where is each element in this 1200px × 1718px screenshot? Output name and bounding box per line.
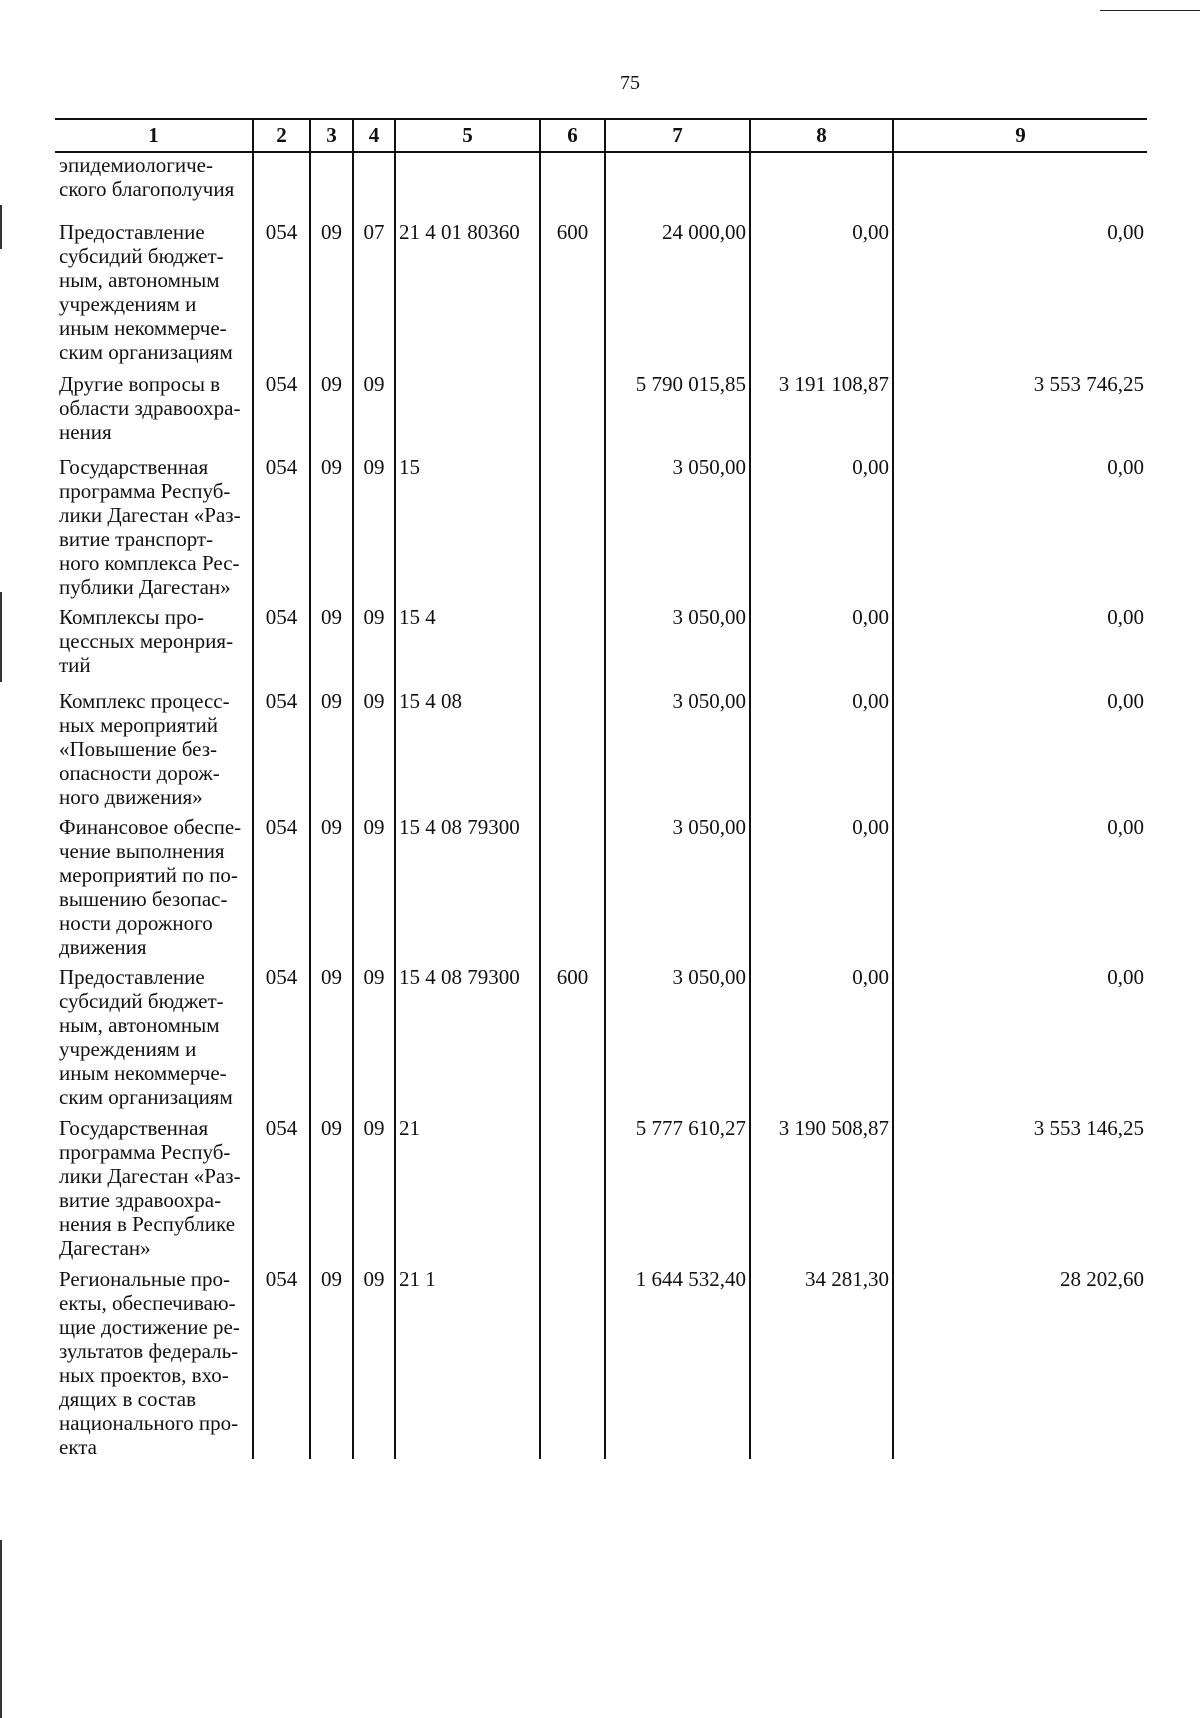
target-article-code: 21	[395, 1110, 540, 1261]
section-code: 09	[310, 449, 353, 599]
section-code: 09	[310, 599, 353, 683]
subsection-code: 09	[353, 683, 395, 809]
target-article-code: 21 4 01 80360	[395, 214, 540, 366]
grbs-code: 054	[253, 809, 310, 959]
grbs-code	[253, 152, 310, 214]
expense-type-code	[540, 449, 605, 599]
subsection-code: 09	[353, 809, 395, 959]
amount-year-1	[605, 152, 750, 214]
target-article-code: 15 4 08	[395, 683, 540, 809]
page-number: 75	[620, 72, 640, 94]
subsection-code: 07	[353, 214, 395, 366]
amount-year-1: 3 050,00	[605, 683, 750, 809]
amount-year-3: 3 553 746,25	[893, 366, 1147, 449]
row-label: Государственная программа Респуб- лики Дагестан «Раз- витие здравоохра- нения в Республике Дагестан»	[59, 1116, 241, 1260]
amount-year-2: 3 191 108,87	[750, 366, 893, 449]
table-row	[55, 809, 1147, 959]
row-label: Предоставление субсидий бюджет- ным, автономным учреждениям и иным некоммерче- ским организациям	[59, 220, 233, 364]
row-label: Другие вопросы в области здравоохра- нения	[59, 372, 241, 444]
grbs-code: 054	[253, 959, 310, 1110]
scan-edge-mark	[0, 205, 2, 249]
expense-type-code	[540, 1261, 605, 1459]
amount-year-1: 3 050,00	[605, 599, 750, 683]
row-label: Предоставление субсидий бюджет- ным, автономным учреждениям и иным некоммерче- ским организациям	[59, 965, 233, 1109]
column-header: 9	[893, 119, 1147, 152]
target-article-code	[395, 152, 540, 214]
amount-year-2	[750, 152, 893, 214]
table-row	[55, 1261, 1147, 1459]
expense-type-code: 600	[540, 214, 605, 366]
expense-type-code	[540, 366, 605, 449]
expense-type-code	[540, 599, 605, 683]
subsection-code: 09	[353, 1261, 395, 1459]
amount-year-3: 28 202,60	[893, 1261, 1147, 1459]
subsection-code: 09	[353, 1110, 395, 1261]
expense-type-code: 600	[540, 959, 605, 1110]
amount-year-2: 0,00	[750, 214, 893, 366]
table-row	[55, 1110, 1147, 1261]
amount-year-3: 0,00	[893, 214, 1147, 366]
section-code: 09	[310, 683, 353, 809]
column-header: 8	[750, 119, 893, 152]
expense-type-code	[540, 809, 605, 959]
table-row	[55, 366, 1147, 449]
table-row	[55, 152, 1147, 214]
section-code: 09	[310, 959, 353, 1110]
grbs-code: 054	[253, 366, 310, 449]
amount-year-1: 1 644 532,40	[605, 1261, 750, 1459]
subsection-code: 09	[353, 599, 395, 683]
amount-year-3: 3 553 146,25	[893, 1110, 1147, 1261]
amount-year-1: 24 000,00	[605, 214, 750, 366]
row-label: Государственная программа Респуб- лики Дагестан «Раз- витие транспорт- ного комплекса Рес- публики Дагестан»	[59, 455, 241, 599]
grbs-code: 054	[253, 683, 310, 809]
column-header: 1	[55, 119, 253, 152]
amount-year-3: 0,00	[893, 959, 1147, 1110]
budget-table	[55, 118, 1147, 1459]
expense-type-code	[540, 152, 605, 214]
amount-year-2: 0,00	[750, 449, 893, 599]
amount-year-1: 3 050,00	[605, 449, 750, 599]
grbs-code: 054	[253, 214, 310, 366]
target-article-code: 15 4	[395, 599, 540, 683]
amount-year-3: 0,00	[893, 683, 1147, 809]
section-code	[310, 152, 353, 214]
table-row	[55, 214, 1147, 366]
column-number-row	[55, 119, 1147, 152]
table-row	[55, 959, 1147, 1110]
section-code: 09	[310, 214, 353, 366]
table-row	[55, 683, 1147, 809]
target-article-code: 15	[395, 449, 540, 599]
column-header: 3	[310, 119, 353, 152]
subsection-code: 09	[353, 449, 395, 599]
amount-year-2: 0,00	[750, 959, 893, 1110]
table-row	[55, 449, 1147, 599]
amount-year-2: 34 281,30	[750, 1261, 893, 1459]
amount-year-2: 0,00	[750, 809, 893, 959]
section-code: 09	[310, 1110, 353, 1261]
amount-year-3: 0,00	[893, 449, 1147, 599]
grbs-code: 054	[253, 1110, 310, 1261]
subsection-code	[353, 152, 395, 214]
target-article-code: 15 4 08 79300	[395, 959, 540, 1110]
target-article-code: 21 1	[395, 1261, 540, 1459]
top-right-rule	[1100, 10, 1200, 11]
amount-year-2: 0,00	[750, 683, 893, 809]
column-header: 4	[353, 119, 395, 152]
grbs-code: 054	[253, 449, 310, 599]
section-code: 09	[310, 1261, 353, 1459]
subsection-code: 09	[353, 959, 395, 1110]
section-code: 09	[310, 366, 353, 449]
subsection-code: 09	[353, 366, 395, 449]
amount-year-2: 0,00	[750, 599, 893, 683]
column-header: 7	[605, 119, 750, 152]
section-code: 09	[310, 809, 353, 959]
column-header: 5	[395, 119, 540, 152]
amount-year-1: 3 050,00	[605, 809, 750, 959]
grbs-code: 054	[253, 599, 310, 683]
table-row	[55, 599, 1147, 683]
row-label: Региональные про- екты, обеспечиваю- щие достижение ре- зультатов федераль- ных проектов, вхо- дящих в состав национального про- екта	[59, 1267, 240, 1459]
scan-edge-mark	[0, 1540, 2, 1718]
row-label: Финансовое обеспе- чение выполнения мероприятий по по- вышению безопас- ности дорожного движения	[59, 815, 242, 959]
amount-year-2: 3 190 508,87	[750, 1110, 893, 1261]
amount-year-3: 0,00	[893, 809, 1147, 959]
amount-year-1: 5 790 015,85	[605, 366, 750, 449]
amount-year-1: 3 050,00	[605, 959, 750, 1110]
column-header: 6	[540, 119, 605, 152]
column-header: 2	[253, 119, 310, 152]
amount-year-3: 0,00	[893, 599, 1147, 683]
grbs-code: 054	[253, 1261, 310, 1459]
row-label: эпидемиологиче- ского благополучия	[59, 153, 235, 201]
scan-edge-mark	[0, 592, 2, 682]
amount-year-1: 5 777 610,27	[605, 1110, 750, 1261]
expense-type-code	[540, 1110, 605, 1261]
row-label: Комплекс процесс- ных мероприятий «Повышение без- опасности дорож- ного движения»	[59, 689, 230, 809]
row-label: Комплексы про- цессных меронрия- тий	[59, 605, 234, 677]
expense-type-code	[540, 683, 605, 809]
amount-year-3	[893, 152, 1147, 214]
target-article-code: 15 4 08 79300	[395, 809, 540, 959]
target-article-code	[395, 366, 540, 449]
